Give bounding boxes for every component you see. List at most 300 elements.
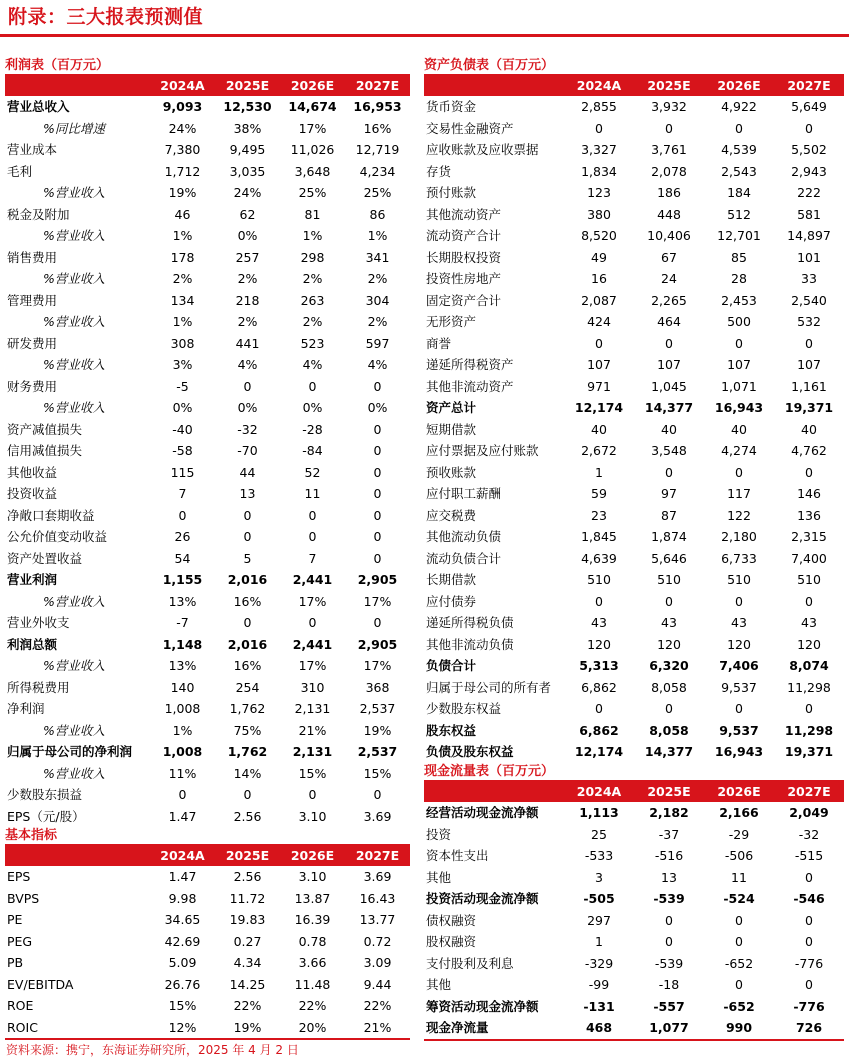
value-cell: -29: [728, 826, 750, 842]
value-cell: 2%: [302, 271, 323, 287]
row-label: 净利润: [7, 701, 45, 717]
row-label: 毛利: [7, 163, 33, 179]
table-row: [424, 419, 844, 441]
row-label: 资产减值损失: [7, 421, 83, 437]
value-cell: 2,943: [791, 163, 827, 179]
value-cell: 17%: [298, 658, 327, 674]
value-cell: 43: [801, 615, 817, 631]
table-row: [5, 1017, 410, 1039]
value-cell: 0: [805, 912, 813, 928]
header-year-cell: 2024A: [576, 784, 622, 799]
value-cell: 3.66: [298, 955, 327, 971]
table-row: [5, 612, 410, 634]
value-cell: 16,953: [353, 99, 402, 115]
header-year-cell: 2027E: [355, 848, 400, 863]
table-header-row: [424, 781, 844, 802]
value-cell: -28: [302, 421, 323, 437]
value-cell: 23: [591, 507, 607, 523]
value-cell: 0: [373, 615, 382, 631]
value-cell: 16%: [233, 658, 262, 674]
value-cell: -131: [583, 998, 615, 1014]
row-label: 销售费用: [7, 249, 58, 265]
value-cell: 49: [591, 249, 607, 265]
value-cell: 9.44: [363, 976, 392, 992]
value-cell: 0: [735, 912, 743, 928]
value-cell: 13: [239, 486, 256, 502]
value-cell: 4,922: [721, 99, 757, 115]
value-cell: 107: [657, 357, 681, 373]
value-cell: 0: [805, 977, 813, 993]
value-cell: 222: [797, 185, 821, 201]
value-cell: 0: [243, 507, 252, 523]
value-cell: 971: [587, 378, 611, 394]
table-row: [5, 247, 410, 269]
table-header-row: [424, 75, 844, 96]
value-cell: 17%: [298, 120, 327, 136]
value-cell: 44: [239, 464, 256, 480]
value-cell: 257: [235, 249, 260, 265]
value-cell: 0: [308, 378, 317, 394]
row-label: 其他: [426, 869, 452, 885]
value-cell: 140: [170, 679, 195, 695]
value-cell: 0.72: [363, 933, 392, 949]
value-cell: 0: [178, 787, 187, 803]
value-cell: 33: [801, 271, 817, 287]
table-row: [424, 569, 844, 591]
row-label: 少数股东损益: [7, 787, 83, 803]
value-cell: 310: [300, 679, 325, 695]
row-label: 流动负债合计: [426, 550, 502, 566]
value-cell: 4%: [367, 357, 388, 373]
value-cell: 0: [308, 787, 317, 803]
value-cell: 2,441: [292, 572, 333, 588]
table-row: [5, 634, 410, 656]
table-row: [424, 931, 844, 953]
value-cell: 13%: [168, 658, 197, 674]
value-cell: 12,719: [355, 142, 400, 158]
value-cell: 0: [373, 443, 382, 459]
value-cell: 184: [727, 185, 751, 201]
value-cell: 3%: [172, 357, 193, 373]
value-cell: 21%: [363, 1019, 392, 1035]
value-cell: 8,520: [581, 228, 617, 244]
value-cell: 107: [587, 357, 611, 373]
value-cell: 6,733: [721, 550, 757, 566]
value-cell: 1%: [367, 228, 388, 244]
value-cell: 0: [178, 507, 187, 523]
value-cell: 17%: [298, 593, 327, 609]
value-cell: 24: [661, 271, 677, 287]
value-cell: 52: [304, 464, 321, 480]
header-year-cell: 2027E: [355, 78, 400, 93]
table-row: [5, 268, 410, 290]
value-cell: 11,026: [290, 142, 335, 158]
value-cell: 0: [373, 378, 382, 394]
value-cell: 0: [243, 787, 252, 803]
row-label: 无形资产: [426, 314, 477, 330]
table-row: [5, 161, 410, 183]
value-cell: -524: [723, 891, 755, 907]
table-row: [5, 888, 410, 910]
value-cell: 0: [735, 701, 743, 717]
value-cell: 59: [591, 486, 607, 502]
value-cell: 11.72: [229, 890, 266, 906]
value-cell: 1,874: [651, 529, 687, 545]
value-cell: 11: [731, 869, 747, 885]
row-label: 经营活动现金流净额: [426, 805, 539, 821]
table-row: [5, 952, 410, 974]
value-cell: 2,537: [359, 701, 396, 717]
row-label: 存货: [426, 163, 452, 179]
value-cell: 120: [797, 636, 821, 652]
row-label: 交易性金融资产: [426, 120, 514, 136]
table-row: [424, 333, 844, 355]
value-cell: 19,371: [784, 400, 834, 416]
row-label: 营业利润: [7, 572, 58, 588]
table-row: [5, 995, 410, 1017]
value-cell: 24%: [233, 185, 262, 201]
value-cell: 0: [735, 977, 743, 993]
value-cell: 7,400: [791, 550, 827, 566]
row-label: 其他: [426, 977, 452, 993]
income-statement-panel: [5, 57, 410, 827]
table-row: [5, 720, 410, 742]
row-label: 资本性支出: [426, 848, 489, 864]
row-label: 股权融资: [426, 934, 477, 950]
value-cell: 16%: [233, 593, 262, 609]
value-cell: 14%: [233, 765, 262, 781]
row-label: 负债及股东权益: [426, 744, 514, 760]
table-row: [424, 698, 844, 720]
table-row: [424, 845, 844, 867]
value-cell: 2,131: [294, 701, 331, 717]
table-row: [5, 419, 410, 441]
value-cell: 0: [373, 507, 382, 523]
value-cell: 532: [797, 314, 821, 330]
value-cell: 67: [661, 249, 677, 265]
value-cell: 510: [587, 572, 611, 588]
row-label: 归属于母公司的净利润: [7, 744, 133, 760]
header-year-cell: 2026E: [717, 784, 761, 799]
value-cell: 40: [731, 421, 747, 437]
table-row: [424, 397, 844, 419]
value-cell: 75%: [233, 722, 262, 738]
value-cell: 512: [727, 206, 751, 222]
value-cell: 3: [595, 869, 603, 885]
value-cell: 43: [731, 615, 747, 631]
value-cell: 2%: [302, 314, 323, 330]
header-label-cell: [5, 75, 150, 96]
value-cell: 0.27: [233, 933, 262, 949]
value-cell: 254: [235, 679, 260, 695]
row-label: 预收账款: [426, 464, 477, 480]
row-label: 利润总额: [7, 636, 58, 652]
table-row: [424, 548, 844, 570]
value-cell: 26: [174, 529, 191, 545]
value-cell: 0: [308, 529, 317, 545]
value-cell: 0: [373, 486, 382, 502]
value-cell: -5: [176, 378, 189, 394]
row-label: %营业收入: [43, 228, 105, 244]
value-cell: 14,674: [288, 99, 337, 115]
value-cell: 0: [735, 593, 743, 609]
table-row: [5, 974, 410, 996]
value-cell: 22%: [298, 998, 327, 1014]
table-row: [5, 677, 410, 699]
value-cell: 11,298: [784, 722, 834, 738]
value-cell: 2,016: [227, 636, 268, 652]
row-label: 营业成本: [7, 142, 58, 158]
row-label: 债权融资: [426, 912, 477, 928]
table-row: [5, 548, 410, 570]
row-label: 其他非流动负债: [426, 636, 514, 652]
table-row: [424, 311, 844, 333]
value-cell: 46: [174, 206, 191, 222]
value-cell: 136: [797, 507, 821, 523]
value-cell: 107: [797, 357, 821, 373]
value-cell: 5,313: [579, 658, 619, 674]
value-cell: 4,762: [791, 443, 827, 459]
row-label: PEG: [7, 933, 33, 949]
value-cell: 178: [170, 249, 195, 265]
balance-sheet-title: 资产负债表（百万元）: [424, 58, 555, 73]
table-row: [424, 720, 844, 742]
value-cell: 1.47: [168, 869, 197, 885]
value-cell: 2,182: [649, 805, 689, 821]
value-cell: 14,377: [644, 744, 694, 760]
value-cell: 2,453: [721, 292, 757, 308]
value-cell: 0: [735, 934, 743, 950]
value-cell: 19%: [363, 722, 392, 738]
value-cell: 0: [373, 550, 382, 566]
value-cell: 1,008: [162, 744, 203, 760]
value-cell: 16%: [363, 120, 392, 136]
value-cell: 308: [170, 335, 195, 351]
table-row: [5, 909, 410, 931]
value-cell: 3,327: [581, 142, 617, 158]
value-cell: 9,537: [721, 679, 757, 695]
row-label: %同比增速: [43, 120, 105, 136]
row-label: 少数股东权益: [426, 701, 502, 717]
table-row: [5, 333, 410, 355]
value-cell: 1,834: [581, 163, 617, 179]
value-cell: 17%: [363, 593, 392, 609]
value-cell: 4%: [237, 357, 258, 373]
value-cell: 97: [661, 486, 677, 502]
value-cell: 25: [591, 826, 607, 842]
table-row: [5, 483, 410, 505]
value-cell: 0: [805, 120, 813, 136]
value-cell: -58: [172, 443, 193, 459]
value-cell: 1%: [172, 722, 193, 738]
value-cell: 4%: [302, 357, 323, 373]
value-cell: 16,943: [714, 400, 764, 416]
value-cell: 12,530: [223, 99, 272, 115]
value-cell: 13%: [168, 593, 197, 609]
table-row: [424, 96, 844, 118]
table-row: [5, 526, 410, 548]
value-cell: 424: [587, 314, 611, 330]
row-label: 管理费用: [7, 292, 58, 308]
value-cell: 38%: [233, 120, 262, 136]
value-cell: 0: [595, 593, 603, 609]
value-cell: 146: [797, 486, 821, 502]
value-cell: 1%: [302, 228, 323, 244]
value-cell: 0: [805, 934, 813, 950]
row-label: 研发费用: [7, 335, 58, 351]
value-cell: -84: [302, 443, 323, 459]
basic-indicators-table: [5, 845, 410, 1038]
page-title: 附录：三大报表预测值: [8, 6, 204, 28]
value-cell: 13.77: [359, 912, 396, 928]
value-cell: 1,045: [651, 378, 687, 394]
value-cell: 16.39: [294, 912, 331, 928]
value-cell: 597: [365, 335, 390, 351]
header-year-cell: 2027E: [787, 784, 831, 799]
row-label: 其他流动资产: [426, 206, 502, 222]
value-cell: 15%: [363, 765, 392, 781]
income-statement-table: [5, 75, 410, 827]
value-cell: 9.98: [168, 890, 197, 906]
value-cell: 990: [725, 1020, 753, 1036]
table-row: [424, 910, 844, 932]
row-label: 支付股利及利息: [426, 955, 514, 971]
value-cell: 120: [727, 636, 751, 652]
row-label: %营业收入: [43, 722, 105, 738]
row-label: ROE: [7, 998, 34, 1014]
row-label: %营业收入: [43, 593, 105, 609]
value-cell: 2%: [172, 271, 193, 287]
value-cell: 0: [308, 507, 317, 523]
table-row: [424, 634, 844, 656]
value-cell: 7: [178, 486, 187, 502]
table-row: [424, 182, 844, 204]
value-cell: 0: [595, 701, 603, 717]
value-cell: 0: [665, 701, 673, 717]
source-note: 资料来源：携宁，东海证券研究所，2025 年 4 月 2 日: [6, 1043, 299, 1057]
value-cell: 1,712: [164, 163, 201, 179]
value-cell: -539: [654, 955, 684, 971]
row-label: 流动资产合计: [426, 228, 502, 244]
value-cell: 0: [665, 912, 673, 928]
value-cell: 5,502: [791, 142, 827, 158]
value-cell: 2.56: [233, 869, 262, 885]
value-cell: 28: [731, 271, 747, 287]
value-cell: 86: [369, 206, 386, 222]
value-cell: -32: [237, 421, 258, 437]
value-cell: 4.34: [233, 955, 262, 971]
value-cell: 0: [805, 464, 813, 480]
row-label: 归属于母公司的所有者: [426, 679, 552, 695]
table-row: [5, 569, 410, 591]
value-cell: 40: [661, 421, 677, 437]
row-label: 固定资产合计: [426, 292, 502, 308]
value-cell: 380: [587, 206, 611, 222]
row-label: 投资: [426, 826, 452, 842]
value-cell: 120: [587, 636, 611, 652]
row-label: 应付债券: [426, 593, 477, 609]
basic-indicators-title: 基本指标: [5, 828, 58, 843]
row-label: 负债合计: [426, 658, 477, 674]
value-cell: 2,537: [357, 744, 398, 760]
table-row: [5, 96, 410, 118]
table-row: [424, 247, 844, 269]
value-cell: 3,932: [651, 99, 687, 115]
table-header-row: [5, 75, 410, 96]
value-cell: 40: [591, 421, 607, 437]
row-label: 其他收益: [7, 464, 58, 480]
row-label: 预付账款: [426, 185, 477, 201]
table-row: [5, 290, 410, 312]
value-cell: 12,174: [574, 744, 624, 760]
indicators-bottom-rule: [5, 1038, 410, 1040]
value-cell: 10,406: [647, 228, 691, 244]
row-label: 所得税费用: [7, 679, 70, 695]
row-label: 应交税费: [426, 507, 477, 523]
table-row: [5, 784, 410, 806]
table-row: [424, 462, 844, 484]
balance-sheet-panel: [424, 57, 844, 763]
value-cell: 14,377: [644, 400, 694, 416]
table-row: [5, 139, 410, 161]
value-cell: 15%: [168, 998, 197, 1014]
row-label: %营业收入: [43, 314, 105, 330]
value-cell: 3,548: [651, 443, 687, 459]
value-cell: -506: [724, 848, 754, 864]
value-cell: 468: [585, 1020, 613, 1036]
header-year-cell: 2025E: [225, 78, 270, 93]
table-row: [5, 655, 410, 677]
value-cell: 0%: [237, 400, 258, 416]
value-cell: 101: [797, 249, 821, 265]
row-label: 应付票据及应付账款: [426, 443, 539, 459]
row-label: 筹资活动现金流净额: [426, 998, 539, 1014]
cash-flow-title: 现金流量表（百万元）: [424, 764, 555, 779]
table-row: [5, 591, 410, 613]
row-label: 其他流动负债: [426, 529, 502, 545]
value-cell: 2,315: [791, 529, 827, 545]
table-row: [424, 888, 844, 910]
value-cell: -539: [653, 891, 685, 907]
value-cell: 15%: [298, 765, 327, 781]
header-year-cell: 2025E: [647, 784, 691, 799]
value-cell: -516: [654, 848, 684, 864]
value-cell: 122: [727, 507, 751, 523]
value-cell: 4,539: [721, 142, 757, 158]
value-cell: 3.10: [298, 869, 327, 885]
row-label: 净敞口套期收益: [7, 507, 95, 523]
table-row: [424, 161, 844, 183]
value-cell: 7,406: [719, 658, 759, 674]
value-cell: 368: [365, 679, 390, 695]
row-label: 递延所得税负债: [426, 615, 514, 631]
value-cell: 0: [805, 701, 813, 717]
value-cell: 0: [373, 787, 382, 803]
value-cell: 1,762: [227, 744, 268, 760]
cash-flow-table: [424, 781, 844, 1039]
table-row: [5, 225, 410, 247]
value-cell: 510: [657, 572, 681, 588]
row-label: 资产总计: [426, 400, 477, 416]
row-label: 应付职工薪酬: [426, 486, 502, 502]
value-cell: 726: [795, 1020, 823, 1036]
row-label: 营业总收入: [7, 99, 70, 115]
value-cell: 2%: [367, 314, 388, 330]
value-cell: 20%: [298, 1019, 327, 1035]
table-row: [424, 139, 844, 161]
table-row: [5, 376, 410, 398]
value-cell: 42.69: [164, 933, 201, 949]
